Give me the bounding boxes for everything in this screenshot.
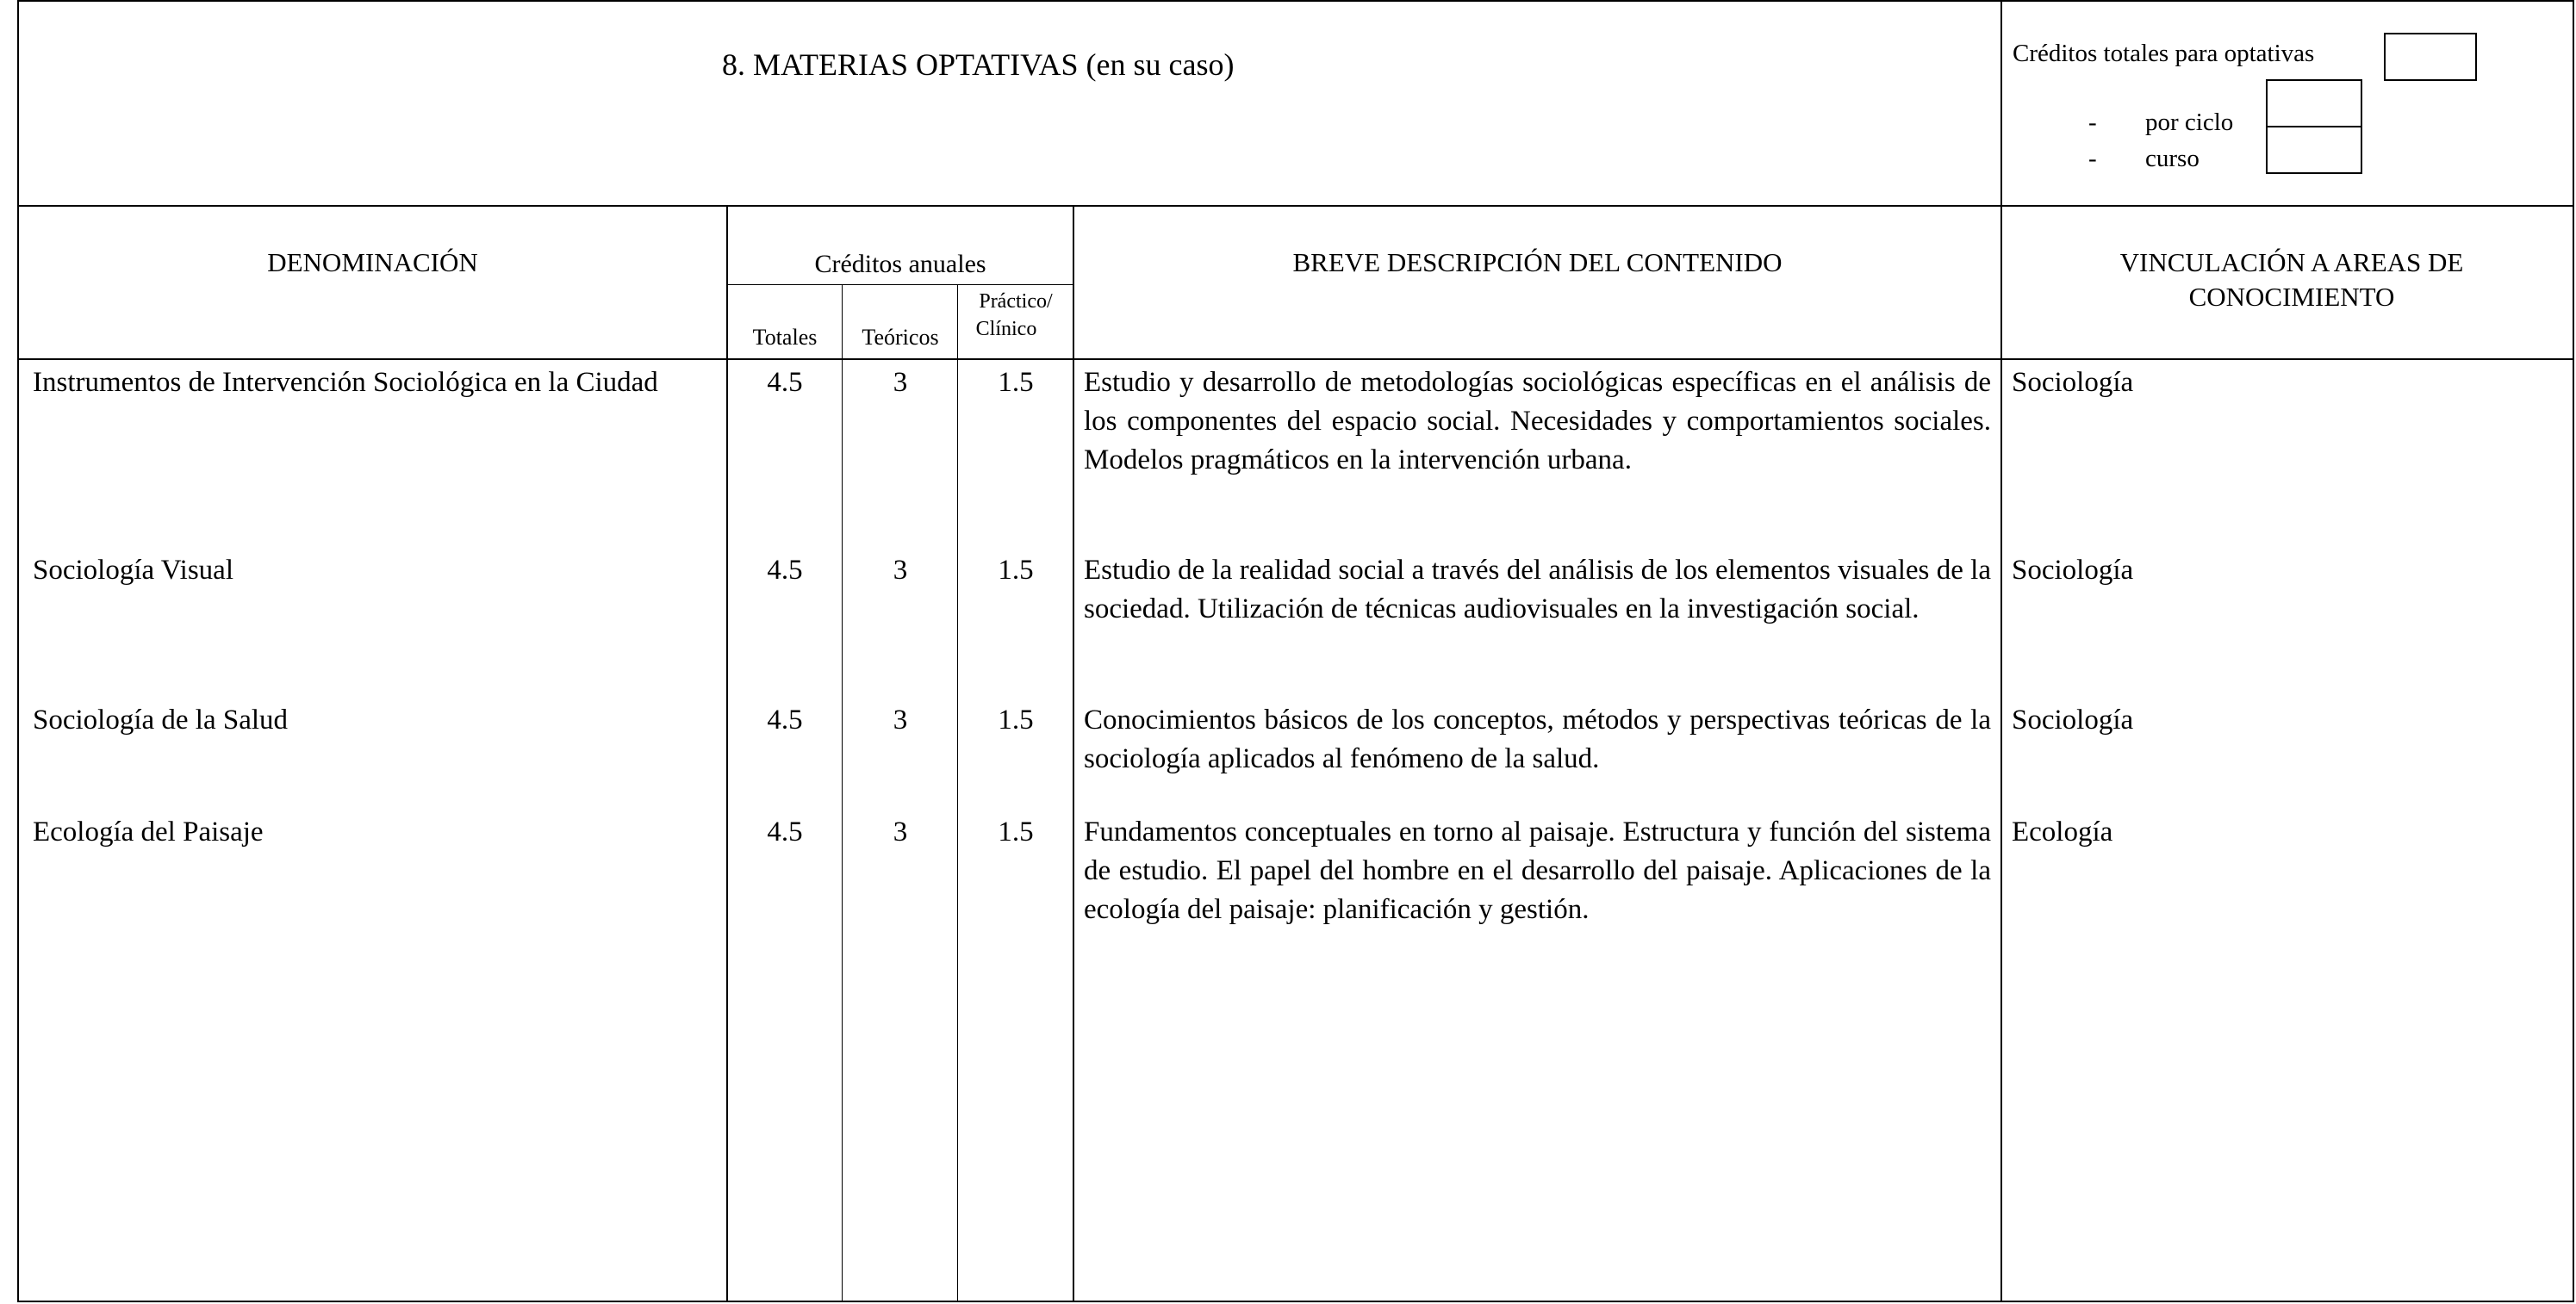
row4-description: Fundamentos conceptuales en torno al paisaje. Estructura y función del sistema de estudio. El papel del hombre en el desarrollo del paisaje. Aplicaciones de la ecología del paisaje: planificación y gestión. [1084,817,1991,925]
row3-totales: 4.5 [767,705,803,736]
col-divider-totales [842,284,843,1302]
header-teoricos: Teóricos [862,325,939,350]
row1-description: Estudio y desarrollo de metodologías sociológicas específicas en el análisis de los componentes del espacio social. Necesidades y comportamientos sociales. Modelos pragmáticos en la intervención urbana. [1084,367,1991,475]
header-denominacion: DENOMINACIÓN [267,247,478,277]
row2-description: Estudio de la realidad social a través del análisis de los elementos visuales de la sociedad. Utilización de técnicas audiovisuales en la investigación social. [1084,555,1991,624]
page-title: 8. MATERIAS OPTATIVAS (en su caso) [722,47,1235,82]
row1-teoricos: 3 [893,367,908,398]
row2-practicos: 1.5 [998,555,1034,586]
row3-teoricos: 3 [893,705,908,736]
row1-practicos: 1.5 [998,367,1034,398]
page-frame [17,0,2574,1302]
row4-area: Ecología [2012,817,2113,848]
total-credits-label: Créditos totales para optativas [2013,40,2315,67]
row4-practicos: 1.5 [998,817,1034,848]
col-divider-teoricos [957,284,958,1302]
por-ciclo-field[interactable] [2266,79,2362,127]
credits-panel-divider [2000,0,2002,205]
row2-name: Sociología Visual [33,555,233,586]
table-header-bottom [17,358,2574,360]
col-divider-2 [1073,205,1074,1302]
row1-area: Sociología [2012,367,2134,398]
header-creditos-anuales: Créditos anuales [814,250,986,278]
row1-name: Instrumentos de Intervención Sociológica en la Ciudad [33,367,658,398]
row3-practicos: 1.5 [998,705,1034,736]
header-clinico: Clínico [975,318,1037,340]
header-totales: Totales [752,325,818,350]
total-credits-field[interactable] [2384,33,2477,81]
header-descripcion: BREVE DESCRIPCIÓN DEL CONTENIDO [1292,247,1783,277]
creditos-subheader-line [726,284,1073,285]
row1-totales: 4.5 [767,367,803,398]
header-divider [17,205,2574,207]
header-vinculacion: VINCULACIÓN A AREAS DE CONOCIMIENTO [2119,247,2464,312]
row3-description: Conocimientos básicos de los conceptos, métodos y perspectivas teóricas de la sociología aplicados al fenómeno de la salud. [1084,705,1991,774]
row2-teoricos: 3 [893,555,908,586]
curso-label: curso [2145,145,2200,172]
col-divider-3 [2000,205,2002,1302]
curso-field[interactable] [2266,126,2362,174]
row3-area: Sociología [2012,705,2134,736]
row2-area: Sociología [2012,555,2134,586]
row4-totales: 4.5 [767,817,803,848]
curso-bullet: - [2088,145,2097,172]
por-ciclo-bullet: - [2088,109,2097,136]
header-practico: Práctico/ [979,290,1053,313]
row2-totales: 4.5 [767,555,803,586]
row4-name: Ecología del Paisaje [33,817,264,848]
row3-name: Sociología de la Salud [33,705,289,736]
por-ciclo-label: por ciclo [2145,109,2234,136]
row4-teoricos: 3 [893,817,908,848]
